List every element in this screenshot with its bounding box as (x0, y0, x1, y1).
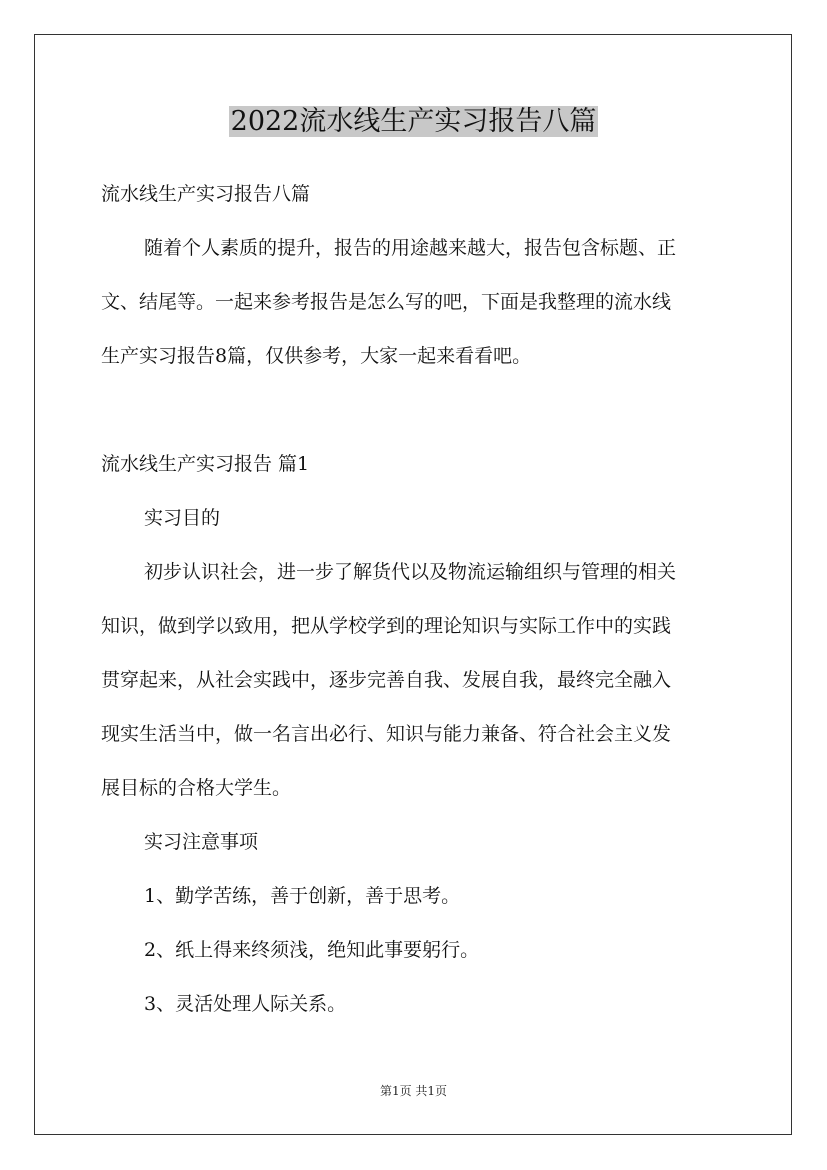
subtitle: 流水线生产实习报告八篇 (101, 183, 311, 205)
intro-line-3: 生产实习报告8篇，仅供参考，大家一起来看看吧。 (101, 345, 532, 367)
intro-line-2: 文、结尾等。一起来参考报告是怎么写的吧，下面是我整理的流水线 (101, 291, 672, 313)
purpose-line-3: 贯穿起来，从社会实践中，逐步完善自我、发展自我，最终完全融入 (101, 669, 672, 691)
note-item-1: 1、勤学苦练，善于创新，善于思考。 (144, 885, 461, 907)
intro-line-1: 随着个人素质的提升，报告的用途越来越大，报告包含标题、正 (144, 237, 677, 259)
note-item-3: 3、灵活处理人际关系。 (144, 993, 347, 1015)
notes-heading: 实习注意事项 (144, 831, 259, 853)
purpose-line-2: 知识，做到学以致用，把从学校学到的理论知识与实际工作中的实践 (101, 615, 672, 637)
note-item-2: 2、纸上得来终须浅，绝知此事要躬行。 (144, 939, 480, 961)
purpose-line-4: 现实生活当中，做一名言出必行、知识与能力兼备、符合社会主义发 (101, 723, 672, 745)
purpose-line-5: 展目标的合格大学生。 (101, 777, 292, 799)
document-title: 2022流水线生产实习报告八篇 (230, 106, 597, 137)
page-footer: 第1页 共1页 (379, 1084, 448, 1098)
purpose-line-1: 初步认识社会，进一步了解货代以及物流运输组织与管理的相关 (144, 561, 677, 583)
section-heading: 流水线生产实习报告 篇1 (101, 453, 310, 475)
purpose-heading: 实习目的 (144, 507, 221, 529)
